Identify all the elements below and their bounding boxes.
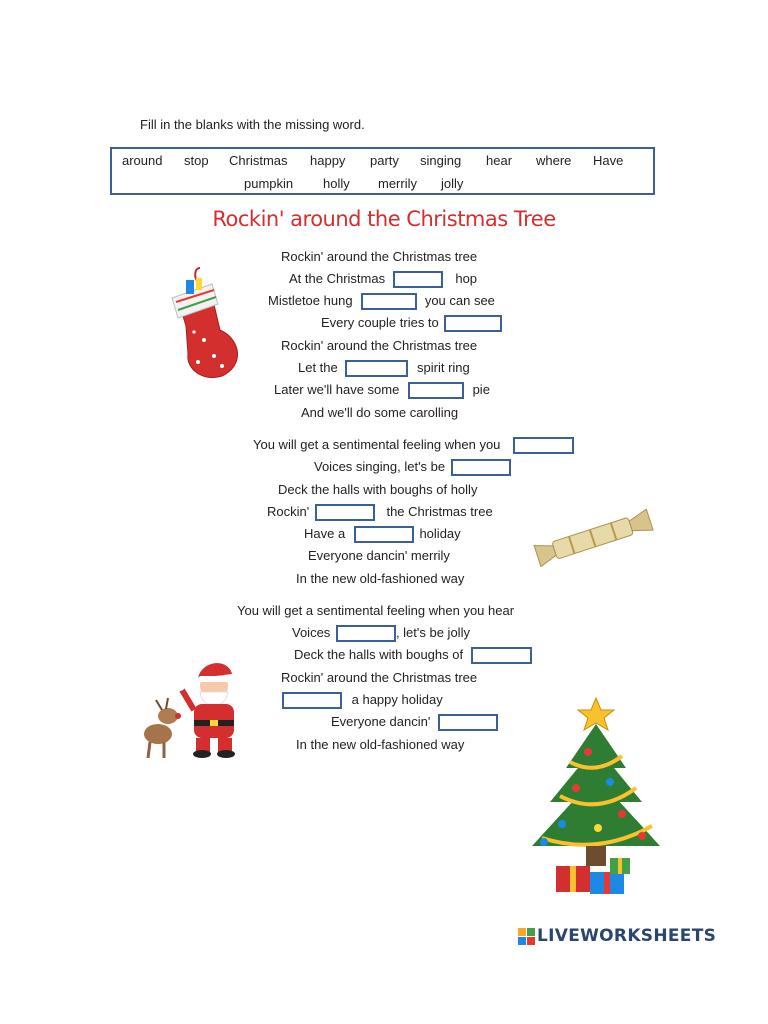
lyric-line: [294, 646, 532, 664]
lyric-text: Everyone dancin': [331, 714, 431, 729]
answer-blank[interactable]: [444, 315, 502, 332]
lyric-line: [253, 436, 574, 454]
lyric-text: Voices singing, let's be: [314, 459, 446, 474]
word-bank-word: where: [536, 153, 572, 168]
lyric-line: [304, 525, 461, 543]
lyric-line: [298, 359, 470, 377]
christmas-tree-image: [518, 696, 668, 898]
word-bank-word: party: [370, 153, 399, 168]
word-bank-word: Have: [593, 153, 624, 168]
lyric-line: Rockin' around the Christmas tree: [281, 249, 478, 264]
answer-blank[interactable]: [354, 526, 414, 543]
word-bank-word: happy: [310, 153, 346, 168]
lyric-line: [267, 503, 493, 521]
answer-blank[interactable]: [282, 692, 342, 709]
lyric-line: [274, 381, 490, 399]
lyric-line: Rockin' around the Christmas tree: [281, 670, 478, 685]
lyric-text: You will get a sentimental feeling when you: [253, 437, 501, 452]
lyric-text: spirit ring: [417, 360, 470, 375]
answer-blank[interactable]: [513, 437, 574, 454]
lyric-line: And we'll do some carolling: [301, 405, 459, 420]
answer-blank[interactable]: [438, 714, 498, 731]
answer-blank[interactable]: [471, 647, 532, 664]
word-bank-word: Christmas: [229, 153, 288, 168]
lyric-text: the Christmas tree: [386, 504, 493, 519]
lyric-text: hop: [455, 271, 478, 286]
word-bank-word: singing: [420, 153, 462, 168]
brand-name: LIVEWORKSHEETS: [537, 926, 717, 946]
lyric-text: , let's be jolly: [395, 625, 470, 640]
answer-blank[interactable]: [451, 459, 511, 476]
lyric-text: you can see: [424, 293, 495, 308]
word-bank-word: hear: [486, 153, 513, 168]
answer-blank[interactable]: [408, 382, 464, 399]
christmas-cracker-image: [530, 505, 656, 567]
lyric-text: At the Christmas: [289, 271, 386, 286]
christmas-stocking-image: [164, 266, 244, 384]
liveworksheets-logo: [518, 926, 716, 946]
santa-and-reindeer-image: [138, 654, 250, 760]
lyric-line: [268, 292, 495, 310]
answer-blank[interactable]: [393, 271, 443, 288]
lyric-text: Have a: [304, 526, 346, 541]
answer-blank[interactable]: [345, 360, 408, 377]
word-bank-word: stop: [184, 153, 209, 168]
lyric-line: Deck the halls with boughs of holly: [278, 482, 478, 497]
word-bank: [110, 147, 655, 195]
lyric-text: Every couple tries to: [321, 315, 439, 330]
lyric-text: Mistletoe hung: [268, 293, 353, 308]
word-bank-word: jolly: [441, 176, 464, 191]
lyric-text: pie: [472, 382, 490, 397]
liveworksheets-logo-icon: [518, 928, 535, 945]
answer-blank[interactable]: [315, 504, 375, 521]
lyric-line: [282, 691, 443, 709]
lyric-line: Everyone dancin' merrily: [308, 548, 450, 563]
answer-blank[interactable]: [336, 625, 396, 642]
lyric-line: [321, 314, 502, 332]
word-bank-word: around: [122, 153, 163, 168]
lyric-text: holiday: [419, 526, 461, 541]
lyric-text: Rockin': [267, 504, 310, 519]
instructions: Fill in the blanks with the missing word.: [140, 117, 365, 132]
word-bank-word: merrily: [378, 176, 417, 191]
lyric-line: In the new old-fashioned way: [296, 737, 465, 752]
lyric-line: Rockin' around the Christmas tree: [281, 338, 478, 353]
word-bank-word: holly: [323, 176, 350, 191]
lyric-text: Later we'll have some: [274, 382, 400, 397]
lyric-text: Let the: [298, 360, 338, 375]
song-title: Rockin' around the Christmas Tree: [212, 207, 556, 231]
word-bank-word: pumpkin: [244, 176, 294, 191]
lyric-line: [292, 624, 470, 642]
lyric-line: In the new old-fashioned way: [296, 571, 465, 586]
lyric-line: [314, 458, 511, 476]
lyric-text: Voices: [292, 625, 331, 640]
lyric-line: [331, 713, 498, 731]
lyric-text: Deck the halls with boughs of: [294, 647, 464, 662]
lyric-line: [289, 270, 477, 288]
lyric-line: You will get a sentimental feeling when you hear: [237, 603, 515, 618]
answer-blank[interactable]: [361, 293, 417, 310]
lyric-text: a happy holiday: [351, 692, 443, 707]
